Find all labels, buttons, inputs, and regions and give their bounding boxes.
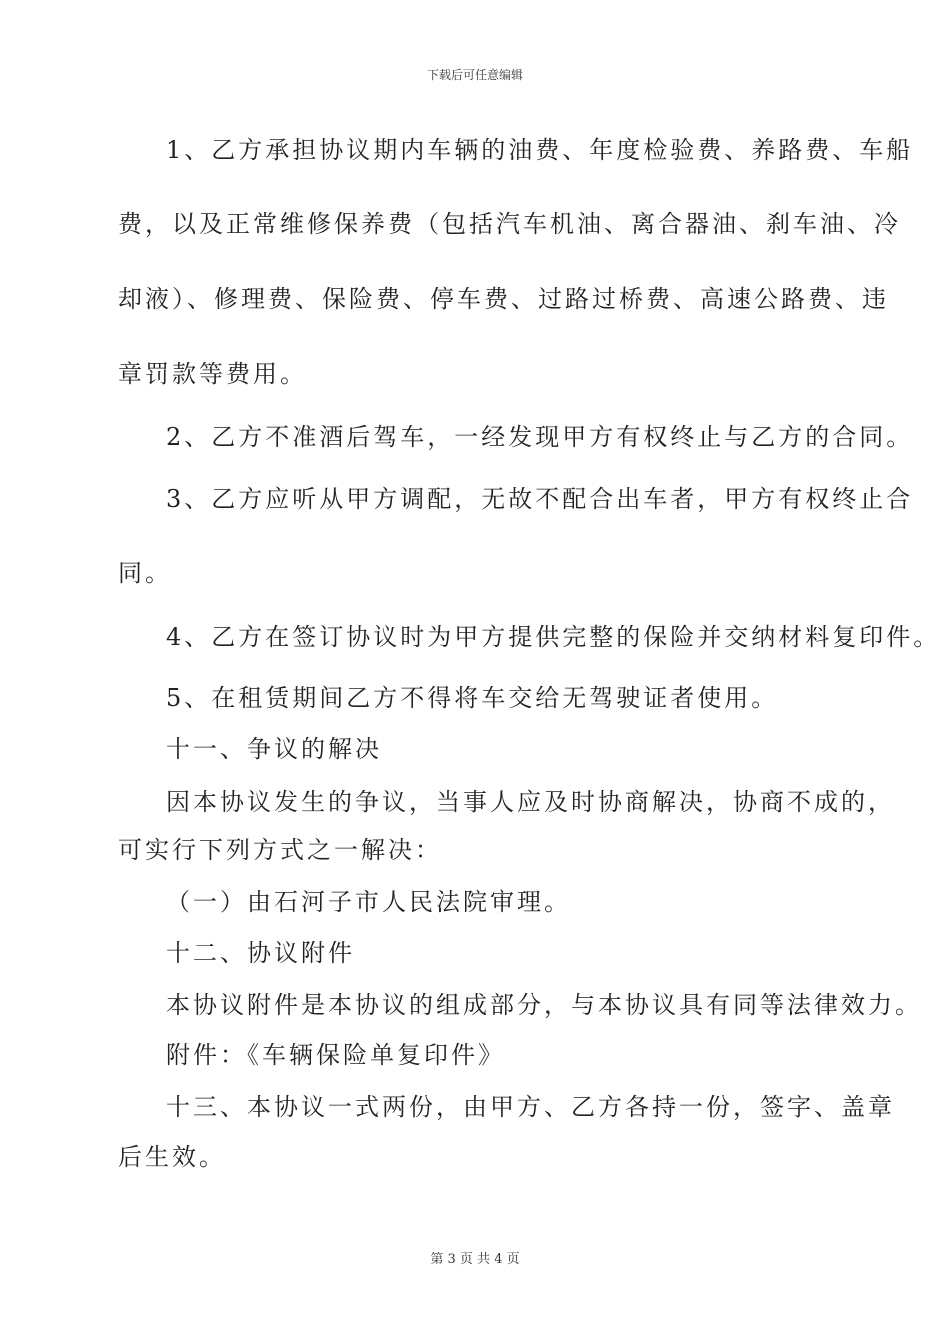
paragraph-line: 因本协议发生的争议，当事人应及时协商解决，协商不成的， <box>166 788 895 816</box>
paragraph-line: 3、乙方应听从甲方调配，无故不配合出车者，甲方有权终止合 <box>166 485 914 513</box>
paragraph-line: 章罚款等费用。 <box>118 360 307 388</box>
paragraph-line: 1、乙方承担协议期内车辆的油费、年度检验费、养路费、车船 <box>166 136 914 164</box>
page-header: 下载后可任意编辑 <box>426 68 523 82</box>
paragraph-line: 4、乙方在签订协议时为甲方提供完整的保险并交纳材料复印件。 <box>166 623 941 651</box>
page-footer: 第 3 页 共 4 页 <box>430 1252 520 1267</box>
paragraph-line: 可实行下列方式之一解决： <box>118 836 442 864</box>
paragraph-line: 附件：《车辆保险单复印件》 <box>166 1041 505 1069</box>
paragraph-line: 十三、本协议一式两份，由甲方、乙方各持一份，签字、盖章 <box>166 1093 895 1121</box>
paragraph-line: 本协议附件是本协议的组成部分，与本协议具有同等法律效力。 <box>166 991 922 1019</box>
section-heading: 十二、协议附件 <box>166 939 355 967</box>
paragraph-line: 2、乙方不准酒后驾车，一经发现甲方有权终止与乙方的合同。 <box>166 423 914 451</box>
paragraph-line: 却液）、修理费、保险费、停车费、过路过桥费、高速公路费、违 <box>118 285 889 313</box>
paragraph-line: 5、在租赁期间乙方不得将车交给无驾驶证者使用。 <box>166 684 779 712</box>
paragraph-line: （一）由石河子市人民法院审理。 <box>166 888 571 916</box>
paragraph-line: 费，以及正常维修保养费（包括汽车机油、离合器油、刹车油、冷 <box>118 210 901 238</box>
paragraph-line: 后生效。 <box>118 1143 226 1171</box>
paragraph-line: 同。 <box>118 559 172 587</box>
section-heading: 十一、争议的解决 <box>166 735 382 763</box>
